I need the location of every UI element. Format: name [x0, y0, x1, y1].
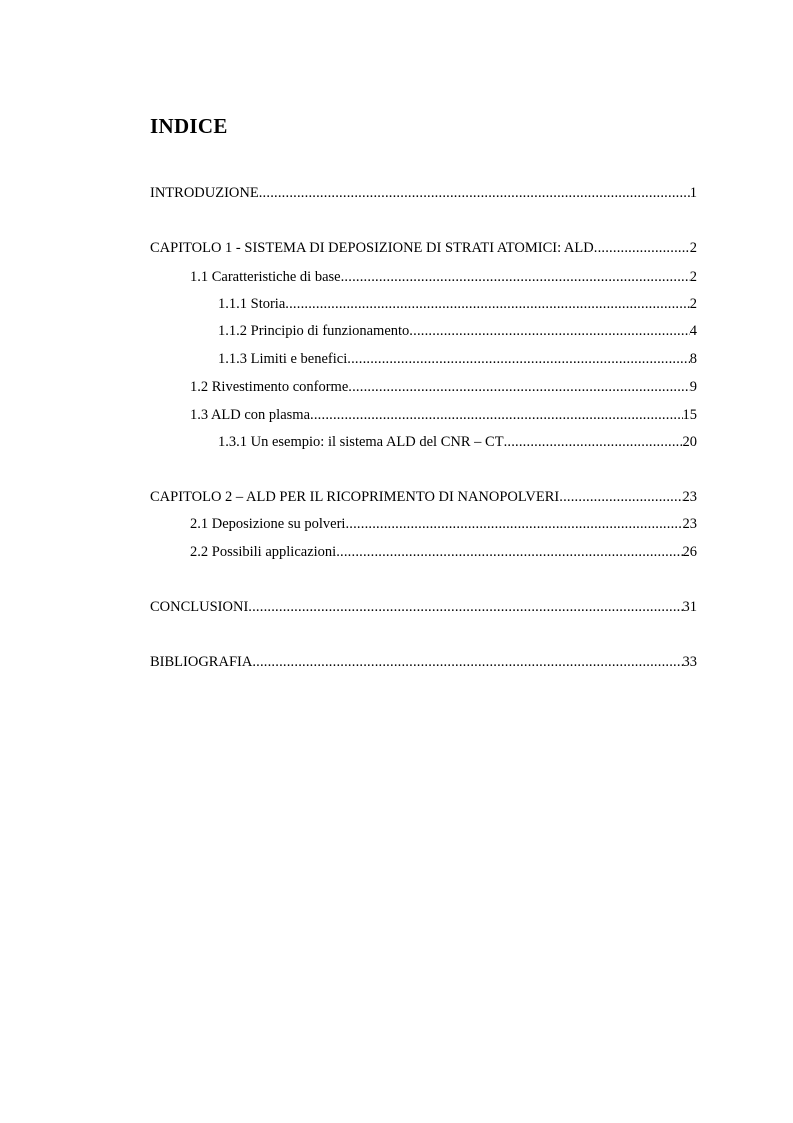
toc-page-number: 31 [682, 599, 697, 615]
toc-entry-capitolo-1[interactable] [150, 239, 697, 257]
toc-page-number: 23 [682, 516, 697, 532]
dot-leader [248, 598, 682, 616]
dot-leader [285, 295, 689, 313]
toc-entry-label: BIBLIOGRAFIA [150, 654, 253, 670]
toc-entry-1-3-1[interactable] [218, 433, 697, 451]
dot-leader [259, 184, 690, 202]
toc-entry-2-2[interactable] [190, 543, 697, 561]
toc-page-number: 2 [689, 296, 697, 312]
toc-entry-1-2[interactable] [190, 378, 697, 396]
toc-entry-label: CAPITOLO 1 - SISTEMA DI DEPOSIZIONE DI STRATI ATOMICI: ALD [150, 240, 594, 256]
toc-entry-label: 1.3.1 Un esempio: il sistema ALD del CNR – CT [218, 434, 504, 450]
dot-leader [409, 322, 689, 340]
dot-leader [594, 239, 690, 257]
toc-entry-label: 1.2 Rivestimento conforme [190, 379, 349, 395]
toc-page-number: 9 [689, 379, 697, 395]
toc-page-number: 15 [682, 407, 697, 423]
toc-entry-1-3[interactable] [190, 406, 697, 424]
page-title: INDICE [150, 114, 228, 138]
dot-leader [336, 543, 682, 561]
toc-page-number: 2 [689, 240, 697, 256]
toc-entry-2-1[interactable] [190, 515, 697, 533]
toc-entry-introduzione[interactable] [150, 184, 697, 202]
toc-entry-capitolo-2[interactable] [150, 488, 697, 506]
toc-entry-label: CONCLUSIONI [150, 599, 249, 615]
toc-entry-bibliografia[interactable] [150, 653, 697, 671]
toc-page-number: 1 [689, 185, 697, 201]
toc-page-number: 23 [682, 489, 697, 505]
toc-entry-label: 2.2 Possibili applicazioni [190, 544, 337, 560]
toc-page-number: 2 [689, 269, 697, 285]
dot-leader [252, 653, 682, 671]
toc-entry-label: 2.1 Deposizione su polveri [190, 516, 346, 532]
dot-leader [341, 268, 690, 286]
dot-leader [504, 433, 683, 451]
toc-entry-label: 1.1.3 Limiti e benefici [218, 351, 348, 367]
toc-entry-label: 1.1.2 Principio di funzionamento [218, 323, 410, 339]
dot-leader [345, 515, 682, 533]
toc-entry-label: 1.3 ALD con plasma [190, 407, 311, 423]
toc-page-number: 8 [689, 351, 697, 367]
toc-entry-label: INTRODUZIONE [150, 185, 259, 201]
dot-leader [559, 488, 682, 506]
toc-entry-label: CAPITOLO 2 – ALD PER IL RICOPRIMENTO DI NANOPOLVERI [150, 489, 560, 505]
toc-page-number: 26 [682, 544, 697, 560]
toc-entry-label: 1.1.1 Storia [218, 296, 286, 312]
toc-entry-1-1-2[interactable] [218, 322, 697, 340]
toc-entry-conclusioni[interactable] [150, 598, 697, 616]
toc-page-number: 20 [682, 434, 697, 450]
dot-leader [347, 350, 689, 368]
toc-entry-label: 1.1 Caratteristiche di base [190, 269, 341, 285]
toc-page-number: 33 [682, 654, 697, 670]
toc-entry-1-1[interactable] [190, 268, 697, 286]
toc-entry-1-1-1[interactable] [218, 295, 697, 313]
dot-leader [348, 378, 689, 396]
toc-entry-1-1-3[interactable] [218, 350, 697, 368]
toc-page-number: 4 [689, 323, 697, 339]
dot-leader [310, 406, 682, 424]
